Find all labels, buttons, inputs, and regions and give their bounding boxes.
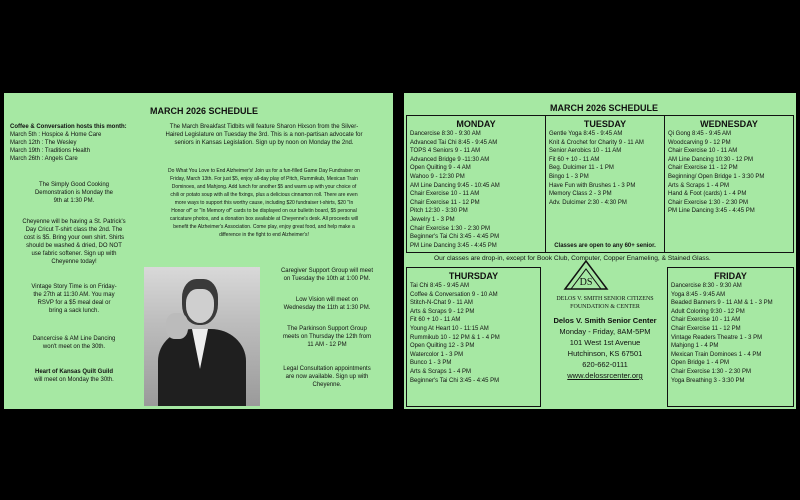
coffee-host: March 5th : Hospice & Home Care [10, 132, 102, 138]
left-title: MARCH 2026 SCHEDULE [149, 106, 259, 116]
org-line-1: DELOS V. SMITH SENIOR CITIZENS [556, 296, 654, 302]
wednesday-class-item: AM Line Dancing 10:30 - 12 PM [668, 156, 754, 163]
notice-line: caricature photos, and a donation box available at Cheyenne's desk. All proceeds will [169, 216, 359, 222]
notice-line: Cheyenne will be having a St. Patrick's [22, 219, 126, 225]
tuesday-footer: Classes are open to any 60+ senior. [554, 243, 656, 249]
thursday-class-item: Young At Heart 10 - 11:15 AM [410, 325, 489, 332]
center-address: 101 West 1st Avenue [569, 338, 641, 347]
notice-line: Cheyenne today! [51, 259, 97, 265]
notice-line: Heart of Kansas Quilt Guild [34, 369, 113, 375]
notice-line: Vintage Story Time is on Friday- [31, 284, 117, 290]
thursday-class-item: Beginner's Tai Chi 3:45 - 4:45 PM [410, 377, 500, 384]
tidbits-notice [144, 123, 384, 147]
monday-list [410, 130, 500, 250]
friday-class-item: Adult Coloring 9:30 - 12 PM [671, 308, 745, 315]
friday-class-item: Chair Exercise 1:30 - 2:30 PM [671, 368, 752, 375]
notice-line: use fabric softener. Sign up with [31, 251, 117, 257]
monday-class-item: Beginner's Tai Chi 3:45 - 4:45 PM [410, 234, 500, 241]
notice-line: Legal Consultation appointments [283, 366, 371, 372]
thursday-class-item: Watercolor 1 - 3 PM [410, 351, 464, 358]
notice-line: Demonstration is Monday the [34, 190, 114, 196]
notice-line: The Simply Good Cooking [38, 182, 110, 188]
monday-class-item: TOPS 4 Seniors 9 - 11 AM [410, 148, 481, 155]
wednesday-class-item: Woodcarving 9 - 12 PM [668, 139, 731, 146]
monday-class-item: PM Line Dancing 3:45 - 4:45 PM [410, 242, 497, 249]
dropin-note: Our classes are drop-in, except for Book Club, Computer, Copper Enameling, & Stained Glass. [434, 255, 711, 262]
notice-line: benefit the Alzheimer's Association. Come play, enjoy great food, and help make a [173, 224, 355, 230]
right-schedule-page [404, 93, 796, 409]
friday-class-item: Yoga 8:45 - 9:45 AM [671, 291, 726, 298]
right-title: MARCH 2026 SCHEDULE [549, 103, 659, 113]
wednesday-class-item: Arts & Scraps 1 - 4 PM [668, 182, 730, 189]
wednesday-heading: WEDNESDAY [700, 119, 758, 129]
notice-line: seniors in Kansas Legislation. Sign up by noon on Monday the 2nd. [174, 140, 354, 146]
notice-line: Caregiver Support Group will meet [280, 268, 374, 274]
tuesday-class-item: Have Fun with Brushes 1 - 3 PM [549, 182, 636, 189]
coffee-heading: Coffee & Conversation hosts this month: [10, 124, 127, 130]
monday-class-item: Chair Exercise 11 - 12 PM [410, 199, 480, 206]
center-website-link[interactable]: www.delossrcenter.org [567, 371, 643, 380]
center-city: Hutchinson, KS 67501 [567, 349, 643, 358]
notice-line: difference in the fight to end Alzheimer's! [219, 232, 309, 238]
friday-class-item: Yoga Breathing 3 - 3:30 PM [671, 377, 745, 384]
notice-line: Low Vision will meet on [295, 297, 359, 303]
friday-class-item: Chair Exercise 11 - 12 PM [671, 325, 741, 332]
tuesday-list [549, 130, 644, 207]
notice-line: Cheyenne. [312, 382, 342, 388]
tuesday-class-item: Beg. Dulcimer 11 - 1 PM [549, 165, 614, 172]
tuesday-class-item: Gentle Yoga 8:45 - 9:45 AM [549, 131, 623, 137]
wednesday-list [668, 130, 764, 216]
tuesday-class-item: Senior Aerobics 10 - 11 AM [549, 148, 622, 155]
friday-class-item: Dancercise 8:30 - 9:30 AM [671, 283, 742, 289]
monday-class-item: AM Line Dancing 9:45 - 10:45 AM [410, 182, 500, 189]
dance-notice [10, 335, 138, 351]
monday-class-item: Pitch 12:30 - 3:30 PM [410, 208, 468, 215]
friday-class-item: Vintage Readers Theatre 1 - 3 PM [671, 334, 763, 341]
thursday-class-item: Arts & Scraps 1 - 4 PM [410, 368, 472, 375]
friday-list [671, 282, 773, 385]
notice-line: bring a sack lunch. [48, 308, 100, 314]
tuesday-box [545, 115, 665, 253]
logo-text: DS [579, 277, 593, 288]
friday-class-item: Mahjong 1 - 4 PM [671, 343, 719, 350]
wednesday-class-item: Chair Exercise 1:30 - 2:30 PM [668, 199, 749, 206]
thursday-class-item: Open Quilting 12 - 3 PM [410, 343, 475, 350]
monday-class-item: Jewelry 1 - 3 PM [410, 216, 455, 223]
notice-line: Dominoes, and Mahjong. Add lunch for another $5 and warm up with your choice of [171, 184, 357, 190]
thursday-class-item: Coffee & Conversation 9 - 10 AM [410, 291, 498, 298]
friday-class-item: Open Bridge 1 - 4 PM [671, 360, 730, 367]
thursday-class-item: Bunco 1 - 3 PM [410, 360, 452, 367]
notice-line: 9th at 1:30 PM. [53, 198, 95, 204]
monday-class-item: Open Quilting 9 - 4 AM [410, 165, 471, 172]
notice-line: Haired Legislature on Tuesday the 3rd. This is a non-partisan advocate for [165, 132, 363, 138]
notice-line: meets on Thursday the 12th from [282, 334, 372, 340]
center-logo [563, 259, 609, 291]
tuesday-class-item: Memory Class 2 - 3 PM [549, 191, 612, 198]
center-hours: Monday - Friday, 8AM-5PM [559, 327, 651, 336]
coffee-host: March 12th : The Wesley [10, 140, 77, 146]
monday-class-item: Dancercise 8:30 - 9:30 AM [410, 131, 481, 137]
notice-line: on Tuesday the 10th at 1:00 PM. [283, 276, 371, 282]
monday-class-item: Chair Exercise 1:30 - 2:30 PM [410, 225, 491, 232]
wednesday-class-item: Chair Exercise 10 - 11 AM [668, 148, 738, 155]
coffee-host-list [10, 131, 101, 163]
monday-box [406, 115, 546, 253]
cooking-notice [10, 181, 138, 205]
thursday-list [410, 282, 500, 385]
notice-line: Wednesday the 11th at 1:30 PM. [283, 305, 371, 311]
lowvision-notice [266, 296, 388, 312]
monday-class-item: Advanced Bridge 9 -11:30 AM [410, 156, 490, 163]
alzheimers-notice [144, 167, 384, 239]
quilt-notice [10, 368, 138, 384]
left-flyer-page [4, 93, 393, 409]
wednesday-class-item: Qi Gong 8:45 - 9:45 AM [668, 131, 732, 137]
notice-line: are now available. Sign up with [285, 374, 369, 380]
notice-line: will meet on Monday the 30th. [34, 377, 114, 383]
notice-line: more ways to support this worthy cause, including $20 fundraiser t-shirts, $20 "In [174, 200, 354, 206]
wednesday-class-item: Chair Exercise 11 - 12 PM [668, 165, 738, 172]
portrait-photo [144, 267, 260, 406]
notice-line: chili or potato soup with all the fixings, plus a delicious cinnamon roll. There are even [170, 192, 358, 198]
center-phone: 620-662-0111 [582, 360, 628, 369]
thursday-class-item: Rummikub 10 - 12 PM & 1 - 4 PM [410, 334, 500, 341]
notice-line: Dancercise & AM Line Dancing [32, 336, 116, 342]
legal-notice [266, 365, 388, 389]
cricut-notice [10, 218, 138, 266]
notice-line: Day Cricut T-shirt class the 2nd. The [25, 227, 123, 233]
notice-line: Honor of" or "In Memory of" cards to be displayed on our bulletin board, $5 personal [171, 208, 357, 214]
friday-class-item: Chair Exercise 10 - 11 AM [671, 317, 741, 324]
friday-class-item: Mexican Train Dominoes 1 - 4 PM [671, 351, 762, 358]
org-line-2: FOUNDATION & CENTER [570, 304, 640, 310]
wednesday-class-item: PM Line Dancing 3:45 - 4:45 PM [668, 208, 755, 215]
monday-heading: MONDAY [456, 119, 496, 129]
thursday-class-item: Fit 60 + 10 - 11 AM [410, 317, 461, 324]
notice-line: the 27th at 11:30 AM. You may [33, 292, 115, 298]
monday-class-item: Wahoo 9 - 12:30 PM [410, 173, 465, 180]
tuesday-class-item: Fit 60 + 10 - 11 AM [549, 156, 600, 163]
wednesday-class-item: Hand & Foot (cards) 1 - 4 PM [668, 191, 747, 198]
thursday-class-item: Tai Chi 8:45 - 9:45 AM [410, 283, 470, 289]
tuesday-heading: TUESDAY [583, 119, 627, 129]
friday-class-item: Beaded Banners 9 - 11 AM & 1 - 3 PM [671, 300, 773, 307]
friday-box [667, 267, 794, 407]
parkinson-notice [266, 325, 388, 349]
wednesday-class-item: Beginning/ Open Bridge 1 - 3:30 PM [668, 173, 765, 180]
thursday-class-item: Arts & Scraps 9 - 12 PM [410, 308, 475, 315]
monday-class-item: Advanced Tai Chi 8:45 - 9:45 AM [410, 139, 498, 146]
notice-line: Friday, March 13th. For just $5, enjoy all-day play of Pitch, Rummikub, Mexican Train [170, 176, 358, 182]
notice-line: The Parkinson Support Group [287, 326, 367, 332]
thursday-box [406, 267, 541, 407]
coffee-host: March 26th : Angels Care [10, 156, 78, 162]
vintage-notice [10, 283, 138, 315]
tuesday-class-item: Bingo 1 - 3 PM [549, 173, 589, 180]
monday-class-item: Chair Exercise 10 - 11 AM [410, 191, 480, 198]
thursday-class-item: Stitch-N-Chat 9 - 11 AM [410, 300, 473, 307]
notice-line: 11 AM - 12 PM [307, 342, 347, 348]
coffee-host: March 19th : Traditions Health [10, 148, 91, 154]
notice-line: cost is $5. Bring your own shirt. Shirts [23, 235, 125, 241]
notice-line: should be washed & dried, DO NOT [26, 243, 122, 249]
notice-line: The March Breakfast Tidbits will feature Sharon Hixson from the Silver- [169, 124, 359, 130]
notice-line: RSVP for a $5 meal deal or [37, 300, 111, 306]
tuesday-class-item: Adv. Dulcimer 2:30 - 4:30 PM [549, 199, 627, 206]
notice-line: Do What You Love to End Alzheimer's! Join us for a fun-filled Game Day Fundraiser on [168, 168, 360, 174]
caregiver-notice [266, 267, 388, 283]
notice-line: won't meet on the 30th. [42, 344, 106, 350]
wednesday-box [664, 115, 794, 253]
thursday-heading: THURSDAY [448, 271, 499, 281]
tuesday-class-item: Knit & Crochet for Charity 9 - 11 AM [549, 139, 644, 146]
friday-heading: FRIDAY [714, 271, 747, 281]
center-name: Delos V. Smith Senior Center [553, 316, 657, 325]
